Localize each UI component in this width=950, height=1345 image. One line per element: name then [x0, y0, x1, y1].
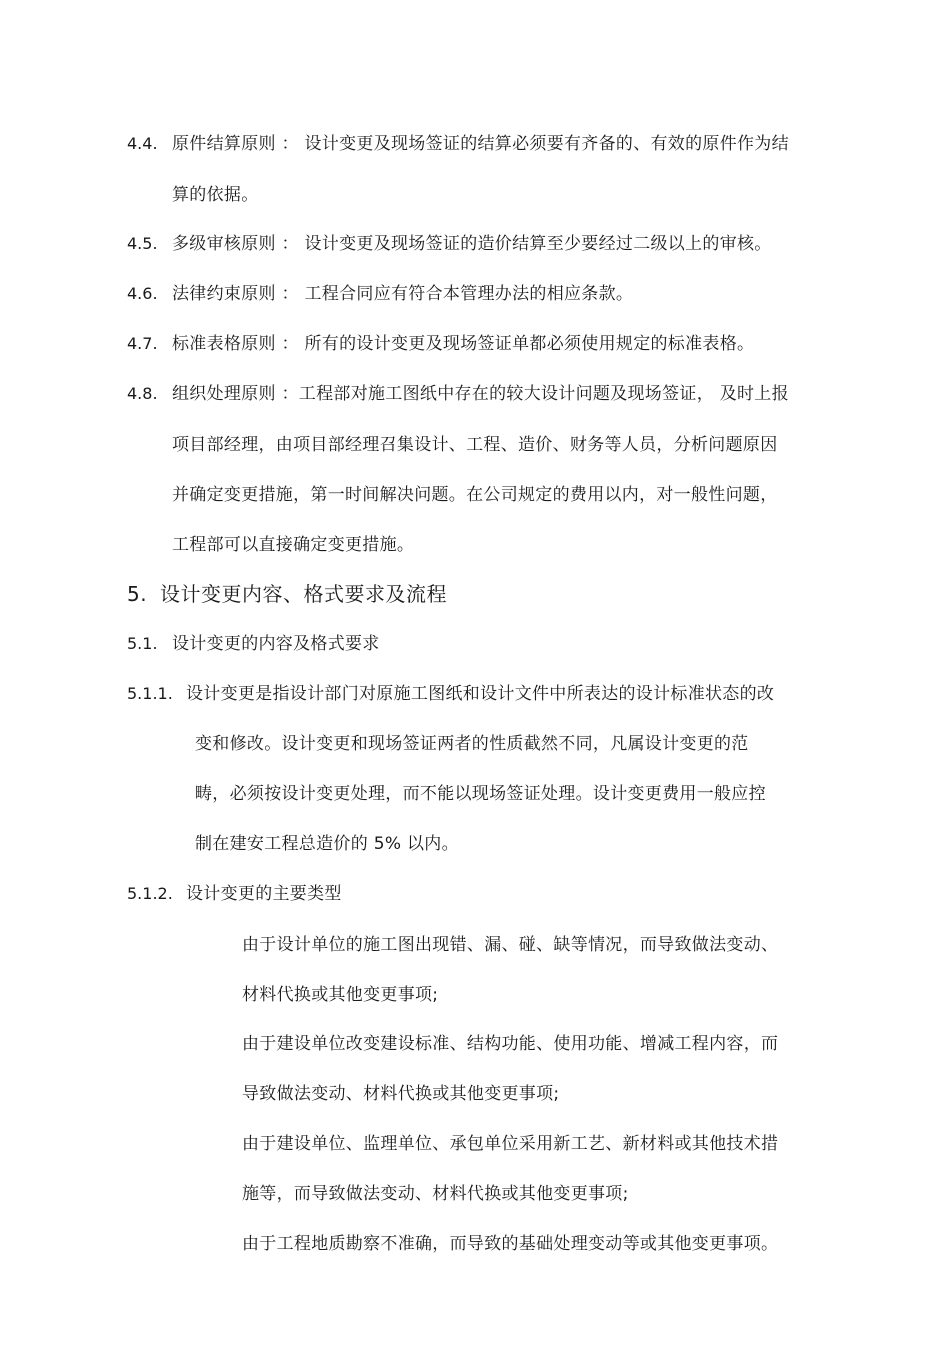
- paragraph-line: 变和修改。设计变更和现场签证两者的性质截然不同，凡属设计变更的范: [195, 734, 749, 754]
- paragraph-line: 并确定变更措施，第一时间解决问题。在公司规定的费用以内，对一般性问题，: [172, 485, 778, 505]
- section-number: 4.8.: [127, 384, 158, 403]
- paragraph-line: 多级审核原则 ： 设计变更及现场签证的造价结算至少要经过二级以上的审核。: [172, 234, 772, 254]
- paragraph-line: 工程部可以直接确定变更措施。: [172, 535, 415, 555]
- list-item-line: 由于建设单位改变建设标准、结构功能、使用功能、增减工程内容，而: [242, 1034, 779, 1054]
- paragraph-line: 算的依据。: [172, 185, 259, 205]
- section-number: 5.: [127, 582, 148, 606]
- section-heading: 设计变更内容、格式要求及流程: [160, 582, 447, 606]
- list-item-line: 施等，而导致做法变动、材料代换或其他变更事项;: [242, 1184, 629, 1204]
- list-item-line: 由于工程地质勘察不准确，而导致的基础处理变动等或其他变更事项。: [242, 1234, 779, 1254]
- section-number: 4.6.: [127, 284, 158, 303]
- paragraph-line: 法律约束原则 ： 工程合同应有符合本管理办法的相应条款。: [172, 284, 634, 304]
- list-item-line: 由于建设单位、监理单位、承包单位采用新工艺、新材料或其他技术措: [242, 1134, 779, 1154]
- subsection-heading: 设计变更的主要类型: [186, 884, 342, 904]
- paragraph-line: 设计变更是指设计部门对原施工图纸和设计文件中所表达的设计标准状态的改: [186, 684, 775, 704]
- paragraph-line: 组织处理原则 ：工程部对施工图纸中存在的较大设计问题及现场签证， 及时上报: [172, 384, 789, 404]
- section-number: 5.1.2.: [127, 884, 173, 903]
- section-number: 4.5.: [127, 234, 158, 253]
- list-item-line: 材料代换或其他变更事项;: [242, 985, 439, 1005]
- list-item-line: 由于设计单位的施工图出现错、漏、碰、缺等情况，而导致做法变动、: [242, 935, 779, 955]
- section-number: 5.1.: [127, 634, 158, 653]
- paragraph-line: 畴，必须按设计变更处理，而不能以现场签证处理。设计变更费用一般应控: [195, 784, 766, 804]
- section-number: 5.1.1.: [127, 684, 173, 703]
- section-number: 4.4.: [127, 134, 158, 153]
- section-number: 4.7.: [127, 334, 158, 353]
- subsection-heading: 设计变更的内容及格式要求: [172, 634, 380, 654]
- paragraph-line: 项目部经理，由项目部经理召集设计、工程、造价、财务等人员，分析问题原因: [172, 435, 778, 455]
- paragraph-line: 标准表格原则 ： 所有的设计变更及现场签证单都必须使用规定的标准表格。: [172, 334, 755, 354]
- paragraph-line: 原件结算原则 ： 设计变更及现场签证的结算必须要有齐备的、有效的原件作为结: [172, 134, 789, 154]
- list-item-line: 导致做法变动、材料代换或其他变更事项;: [242, 1084, 560, 1104]
- paragraph-line: 制在建安工程总造价的 5% 以内。: [195, 834, 459, 854]
